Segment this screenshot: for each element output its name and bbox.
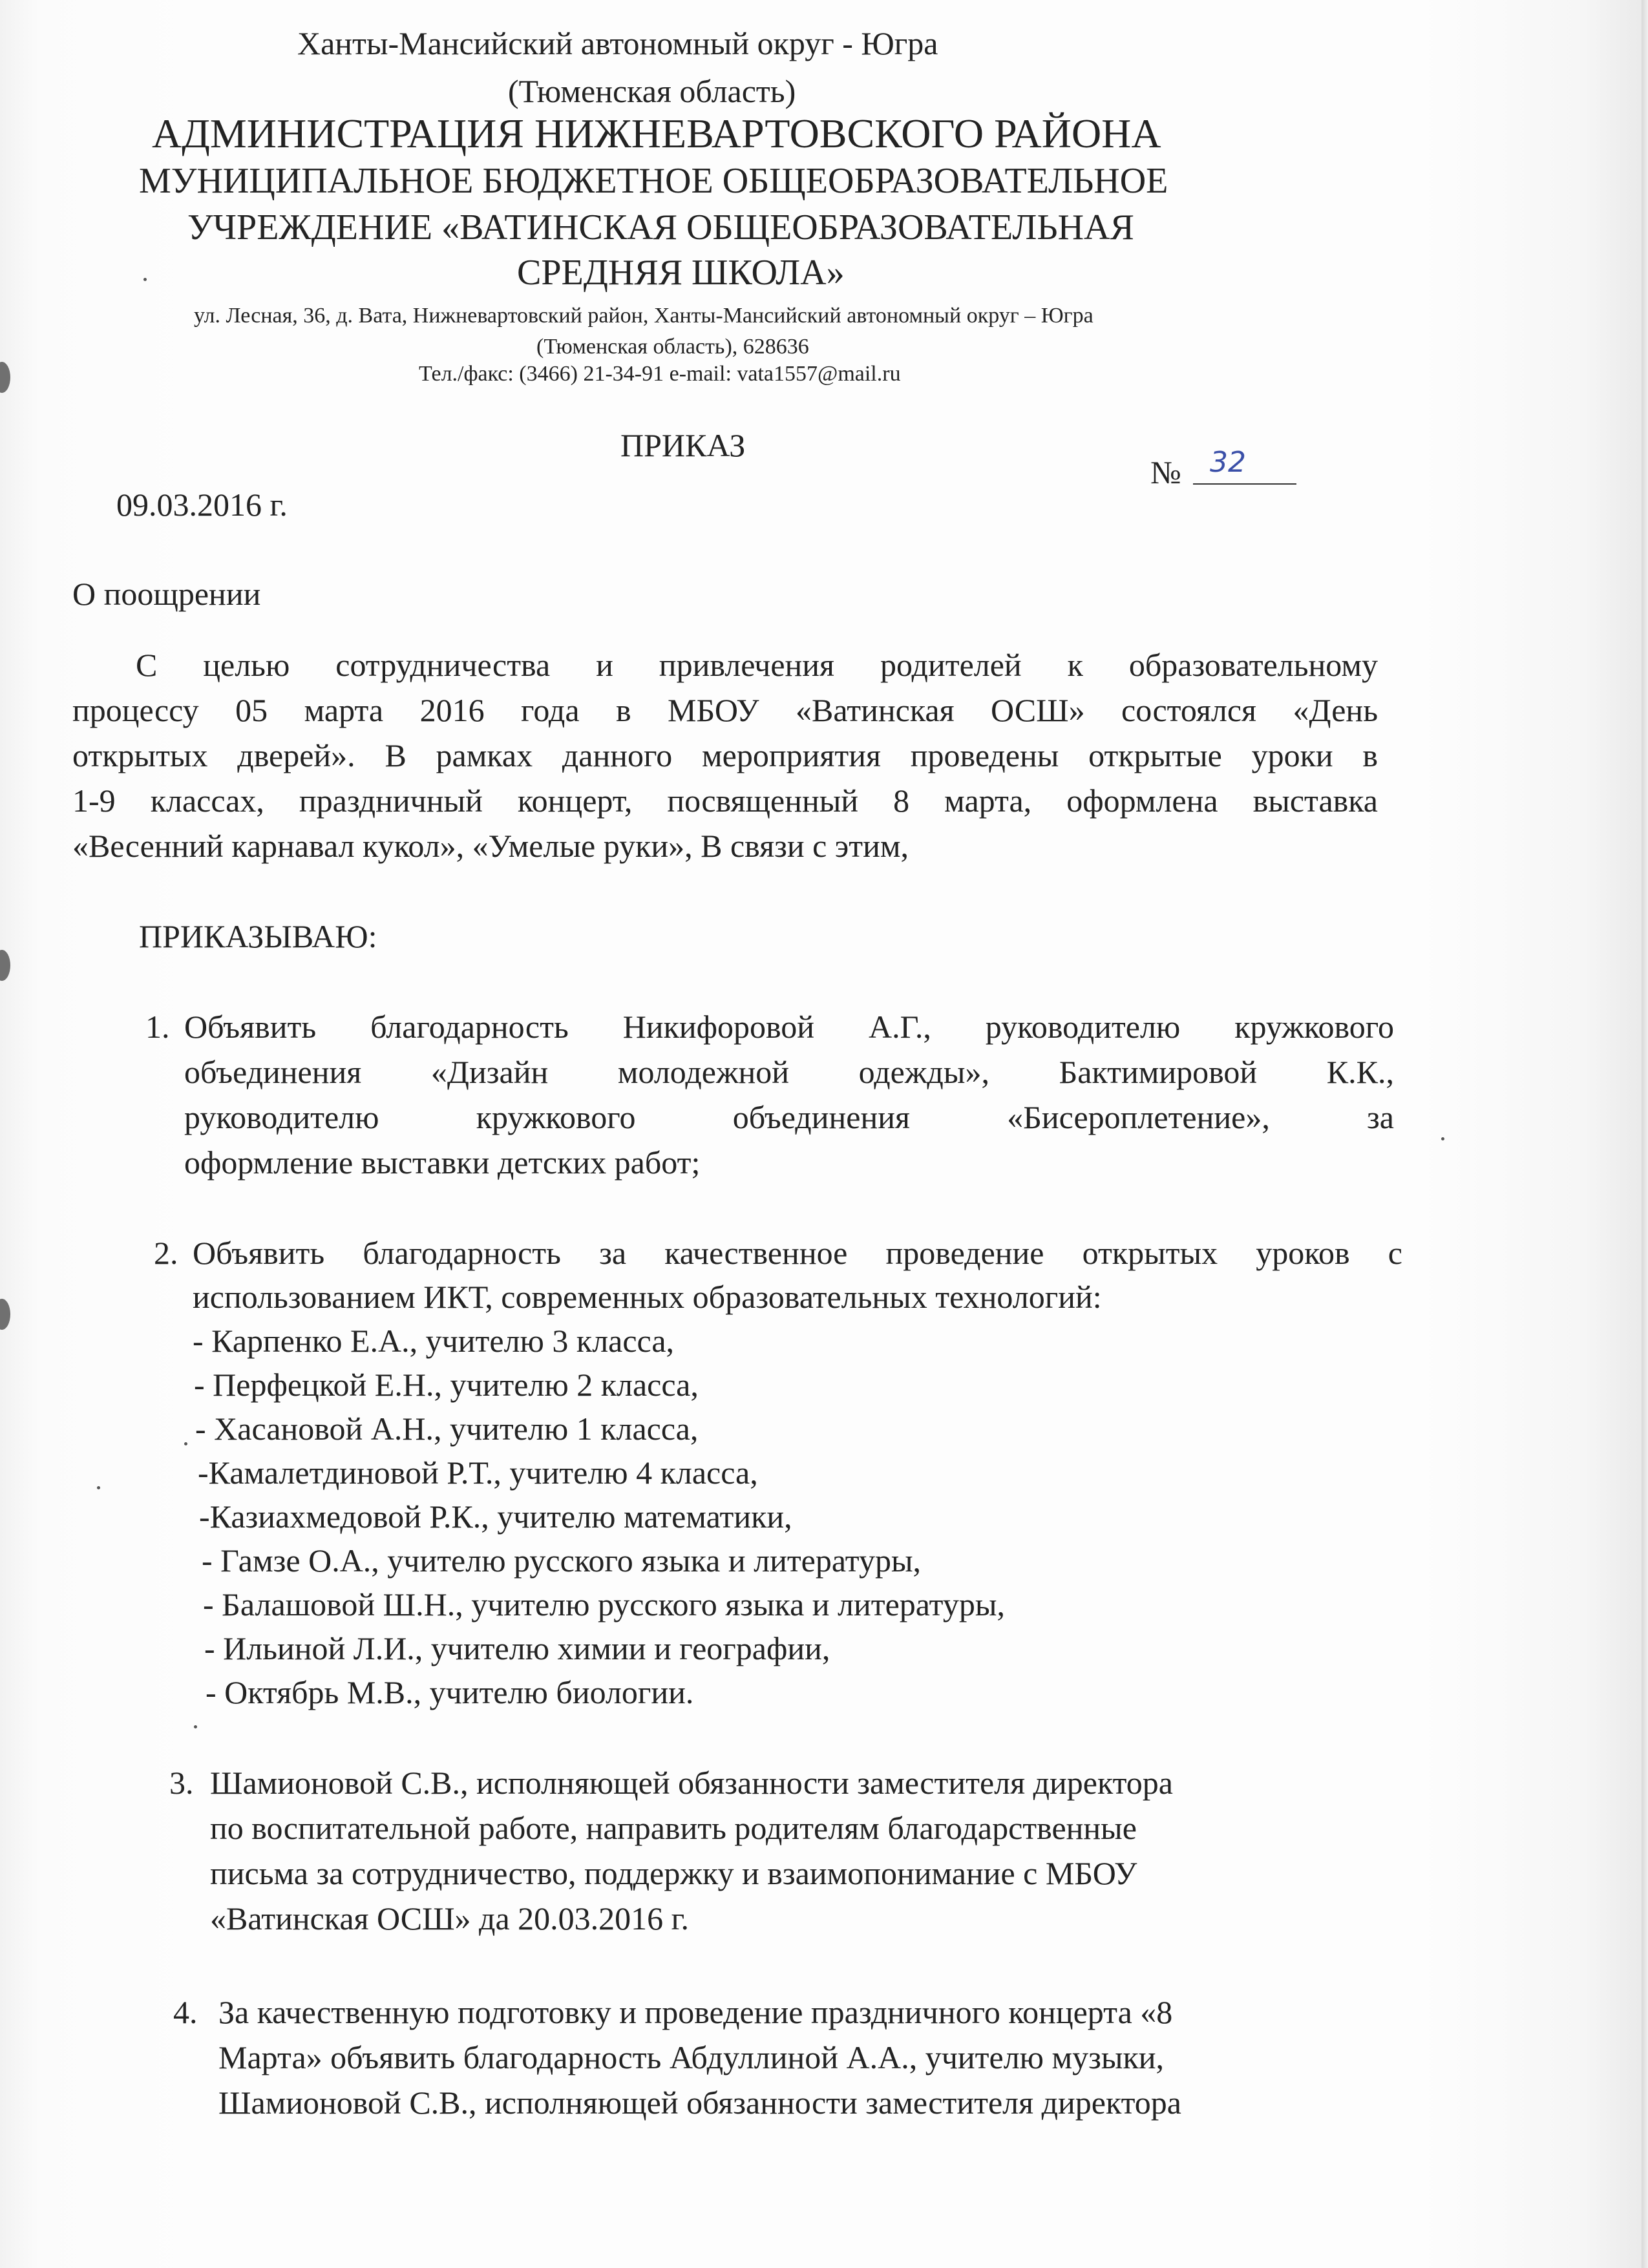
- teacher-list-item: - Хасановой А.Н., учителю 1 класса,: [195, 1411, 699, 1447]
- item-number: 1.: [145, 1009, 170, 1045]
- punch-hole: [0, 950, 10, 981]
- order-title: ПРИКАЗ: [620, 427, 746, 463]
- header-administration: АДМИНИСТРАЦИЯ НИЖНЕВАРТОВСКОГО РАЙОНА: [152, 110, 1161, 156]
- scan-speck: [184, 1442, 187, 1445]
- preamble-line: «Весенний карнавал кукол», «Умелые руки», В связи с этим,: [72, 828, 909, 864]
- item-line: За качественную подготовку и проведение праздничного концерта «8: [218, 1994, 1173, 2030]
- punch-hole: [0, 1299, 10, 1330]
- header-institution-line: МУНИЦИПАЛЬНОЕ БЮДЖЕТНОЕ ОБЩЕОБРАЗОВАТЕЛЬНОЕ: [139, 161, 1168, 201]
- scan-speck: [194, 1725, 197, 1728]
- item-number: 3.: [169, 1765, 194, 1801]
- item-line: Объявить благодарность за качественное проведение открытых уроков с: [193, 1235, 1402, 1271]
- header-institution-line: СРЕДНЯЯ ШКОЛА»: [517, 253, 845, 293]
- header-region-line: Ханты-Мансийский автономный округ - Югра: [297, 25, 938, 61]
- order-word: ПРИКАЗЫВАЮ:: [139, 918, 377, 954]
- header-address: ул. Лесная, 36, д. Вата, Нижневартовский район, Ханты-Мансийский автономный округ – Югра: [194, 304, 1093, 328]
- teacher-list-item: - Ильиной Л.И., учителю химии и географии,: [204, 1630, 830, 1666]
- item-line: письма за сотрудничество, поддержку и взаимопонимание с МБОУ: [210, 1855, 1137, 1891]
- item-line: Объявить благодарность Никифоровой А.Г., руководителю кружкового: [184, 1009, 1394, 1045]
- teacher-list-item: -Казиахмедовой Р.К., учителю математики,: [199, 1498, 792, 1535]
- item-line: «Ватинская ОСШ» да 20.03.2016 г.: [210, 1900, 690, 1937]
- punch-hole: [0, 362, 10, 393]
- item-number: 4.: [173, 1994, 198, 2030]
- preamble-line: С целью сотрудничества и привлечения родителей к образовательному: [136, 647, 1378, 683]
- order-number-handwritten: 32: [1210, 446, 1246, 479]
- header-institution-line: УЧРЕЖДЕНИЕ «ВАТИНСКАЯ ОБЩЕОБРАЗОВАТЕЛЬНАЯ: [187, 207, 1134, 247]
- item-line: Шамионовой С.В., исполняющей обязанности заместителя директора: [218, 2084, 1181, 2121]
- item-line: Марта» объявить благодарность Абдуллиной А.А., учителю музыки,: [218, 2039, 1165, 2075]
- item-line: объединения «Дизайн молодежной одежды», Бактимировой К.К.,: [184, 1054, 1394, 1090]
- item-line: Шамионовой С.В., исполняющей обязанности заместителя директора: [210, 1765, 1173, 1801]
- teacher-list-item: -Камалетдиновой Р.Т., учителю 4 класса,: [198, 1454, 758, 1491]
- teacher-list-item: - Октябрь М.В., учителю биологии.: [206, 1674, 694, 1710]
- teacher-list-item: - Перфецкой Е.Н., учителю 2 класса,: [194, 1367, 699, 1403]
- item-line: руководителю кружкового объединения «Бисероплетение», за: [184, 1099, 1394, 1135]
- teacher-list-item: - Балашовой Ш.Н., учителю русского языка и литературы,: [203, 1586, 1005, 1622]
- header-contacts: Тел./факс: (3466) 21-34-91 e-mail: vata1557@mail.ru: [419, 362, 901, 386]
- order-subject: О поощрении: [72, 576, 261, 612]
- header-address: (Тюменская область), 628636: [536, 335, 809, 359]
- header-region-subline: (Тюменская область): [508, 73, 796, 109]
- order-date: 09.03.2016 г.: [116, 487, 288, 523]
- item-line: оформление выставки детских работ;: [184, 1144, 701, 1181]
- page-edge-shadow: [1642, 0, 1648, 2268]
- preamble-line: открытых дверей». В рамках данного мероприятия проведены открытые уроки в: [72, 737, 1378, 773]
- teacher-list-item: - Карпенко Е.А., учителю 3 класса,: [193, 1323, 675, 1359]
- scan-speck: [1441, 1137, 1444, 1140]
- item-line: по воспитательной работе, направить родителям благодарственные: [210, 1810, 1137, 1846]
- scan-speck: [97, 1486, 100, 1489]
- scan-speck: [143, 278, 147, 281]
- preamble-line: 1-9 классах, праздничный концерт, посвященный 8 марта, оформлена выставка: [72, 782, 1378, 819]
- order-number-underline: [1193, 483, 1296, 485]
- order-number-label: №: [1150, 454, 1181, 490]
- preamble-line: процессу 05 марта 2016 года в МБОУ «Ватинская ОСШ» состоялся «День: [72, 692, 1378, 728]
- item-number: 2.: [154, 1235, 178, 1271]
- teacher-list-item: - Гамзе О.А., учителю русского языка и литературы,: [202, 1542, 922, 1579]
- item-line: использованием ИКТ, современных образовательных технологий:: [193, 1279, 1102, 1315]
